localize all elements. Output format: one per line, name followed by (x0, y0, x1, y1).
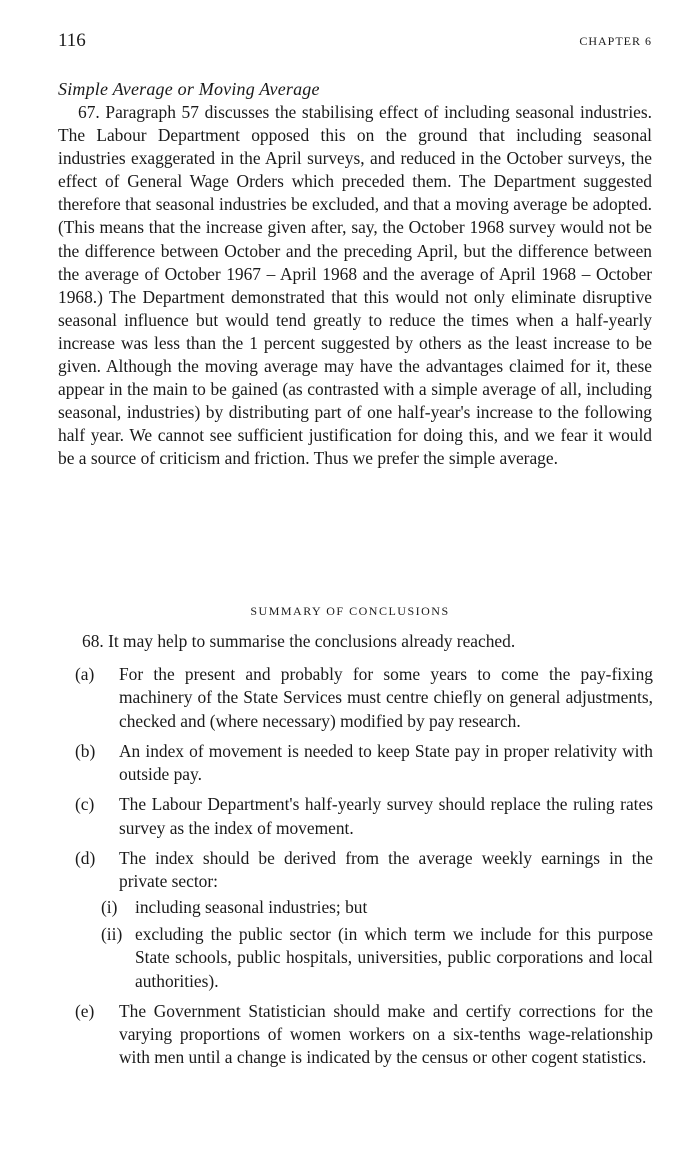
item-text: The Government Statistician should make and certify corrections for the varying proportions of women workers on a six-tenths wage-relationship with men until a change is indicated by the census or other cogent statistics. (119, 1000, 653, 1068)
page-number: 116 (58, 30, 86, 51)
item-marker: (d) (75, 848, 96, 869)
summary-title: SUMMARY OF CONCLUSIONS (250, 604, 450, 618)
conclusions-list (75, 663, 653, 1077)
item-text: For the present and probably for some years to come the pay-fixing machinery of the State Services must centre chiefly on general adjustments, checked and (where necessary) modified by pay research. (119, 664, 653, 731)
subitem-text: including seasonal industries; but (135, 896, 368, 917)
item-text: The Labour Department's half-yearly survey should replace the ruling rates survey as the index of movement. (119, 794, 653, 838)
conclusion-sublist (75, 896, 653, 993)
conclusion-item-e (75, 1000, 653, 1070)
conclusion-subitem-i (75, 896, 653, 919)
item-text: An index of movement is needed to keep State pay in proper relativity with outside pay. (119, 740, 653, 785)
item-text: The index should be derived from the average weekly earnings in the private sector: (119, 848, 653, 892)
item-marker: (e) (75, 1000, 95, 1021)
subitem-marker: (i) (101, 896, 118, 917)
conclusion-item-c (75, 793, 653, 840)
chapter-label: CHAPTER 6 (579, 34, 652, 48)
item-marker: (b) (75, 740, 96, 761)
paragraph-67 (58, 101, 652, 471)
subitem-marker: (ii) (101, 923, 123, 944)
conclusion-item-d (75, 847, 653, 993)
section-heading: Simple Average or Moving Average (58, 79, 320, 99)
conclusion-item-b (75, 740, 653, 787)
subitem-text: excluding the public sector (in which term we include for this purpose State schools, public hospitals, universities, public corporations and local authorities). (135, 923, 653, 991)
paragraph-68-intro: 68. It may help to summarise the conclusions already reached. (82, 631, 516, 651)
conclusion-subitem-ii (75, 923, 653, 993)
paragraph-67-text: 67. Paragraph 57 discusses the stabilising effect of including seasonal industries. The Labour Department opposed this on the ground that including seasonal industries exaggerated in the April surveys, and reduced in the October surveys, the effect of General Wage Orders which preceded them. The Department suggested therefore that seasonal industries be excluded, and that a moving average be adopted. (This means that the increase given after, say, the October 1968 survey would not be the difference between October and the preceding April, but the difference between the average of October 1967 – April 1968 and the average of April 1968 – October 1968.) The Department demonstrated that this would not only eliminate disruptive seasonal influence but would tend greatly to reduce the times when a half-yearly increase was less than the 1 percent suggested by others as the least increase to be given. Although the moving average may have the advantages claimed for it, these appear in the main to be gained (as contrasted with a simple average of all, including seasonal, industries) by distributing part of one half-year's increase to the following half year. We cannot see sufficient justification for doing this, and we fear it would be a source of criticism and friction. Thus we prefer the simple average. (58, 102, 652, 469)
conclusion-item-a (75, 663, 653, 733)
item-marker: (a) (75, 664, 95, 684)
page-header (58, 30, 652, 54)
item-marker: (c) (75, 794, 95, 815)
